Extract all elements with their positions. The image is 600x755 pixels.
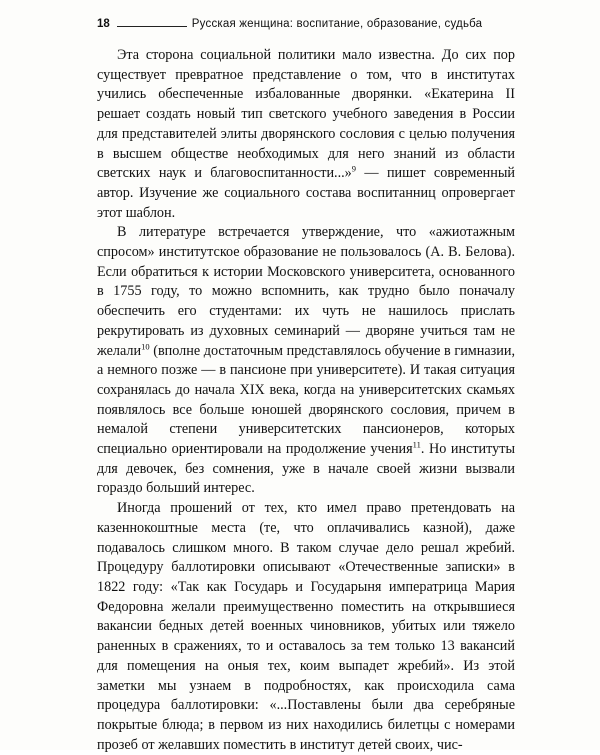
header-rule — [117, 26, 187, 27]
paragraph-2-text-b: (вполне достаточным представлялось обучение в гимназии, а немного позже — в пансионе при университете). И такая ситуация сохранялась до начала XIX века, когда на университетских скамьях появлялось все больше юношей дворянского сословия, причем в немалой степени университетских пансионеров, которых специально ориентировали на продолжение учения — [97, 342, 515, 458]
paragraph-2-text-c: . Но институты для девочек, без сомнения, уже в начале своей жизни вызвали гораздо больший интерес. — [97, 441, 515, 497]
paragraph-3 — [97, 499, 515, 755]
paragraph-1-text-a: Эта сторона социальной политики мало известна. До сих пор существует превратное представление о том, что в институтах учились обеспеченные избалованные дворянки. «Екатерина II решает создать новый тип светского учебного заведения в России для представителей элиты дворянского сословия с целью получения в высшем обществе необходимых для него знаний из области светских наук и благовоспитанности...» — [97, 47, 515, 182]
paragraph-2 — [97, 223, 515, 499]
body-text — [97, 46, 515, 755]
footnote-ref-9[interactable]: 9 — [351, 163, 357, 174]
paragraph-3-text: Иногда прошений от тех, кто имел право претендовать на казеннокоштные места (те, что оплачивались казной), даже подавалось слишком много. В таком случае дело решал жребий. Процедуру баллотировки описывают «Отечественные записки» в 1822 году: «Так как Государь и Государыня императрица Мария Федоровна желали преимущественно поместить на открывшиеся вакансии бедных детей военных чиновников, убитых или тяжело раненных в сражениях, то и оставалось за тем только 13 вакансий для помещения на оныя тех, коим выпадет жребий». Из этой заметки мы узнаем в подробностях, как происходила сама процедура баллотировки: «...Поставлены были два серебряные покрытые блюда; в первом из них находились билетцы с номерами прозеб от желавших поместить в институт детей своих, чис- — [97, 500, 515, 753]
paragraph-1-text-b: — пишет современный автор. Изучение же социального состава воспитанниц опровергает этот шаблон. — [97, 165, 515, 221]
footnote-ref-10[interactable]: 10 — [141, 340, 150, 351]
page-number: 18 — [97, 18, 110, 30]
paragraph-2-text-a: В литературе встречается утверждение, что «ажиотажным спросом» институтское образование не пользовалось (А. В. Белова). Если обратиться к истории Московского университета, основанного в 1755 году, то можно вспомнить, как трудно было поначалу обеспечить его студентами: их чуть не нашилось прислать рекрутировать из духовных семинарий — дворяне учиться там не желали — [97, 224, 515, 359]
running-title: Русская женщина: воспитание, образование, судьба — [191, 18, 483, 30]
footnote-ref-11[interactable]: 11 — [412, 439, 421, 450]
running-header — [97, 18, 517, 30]
paragraph-1 — [97, 46, 515, 223]
